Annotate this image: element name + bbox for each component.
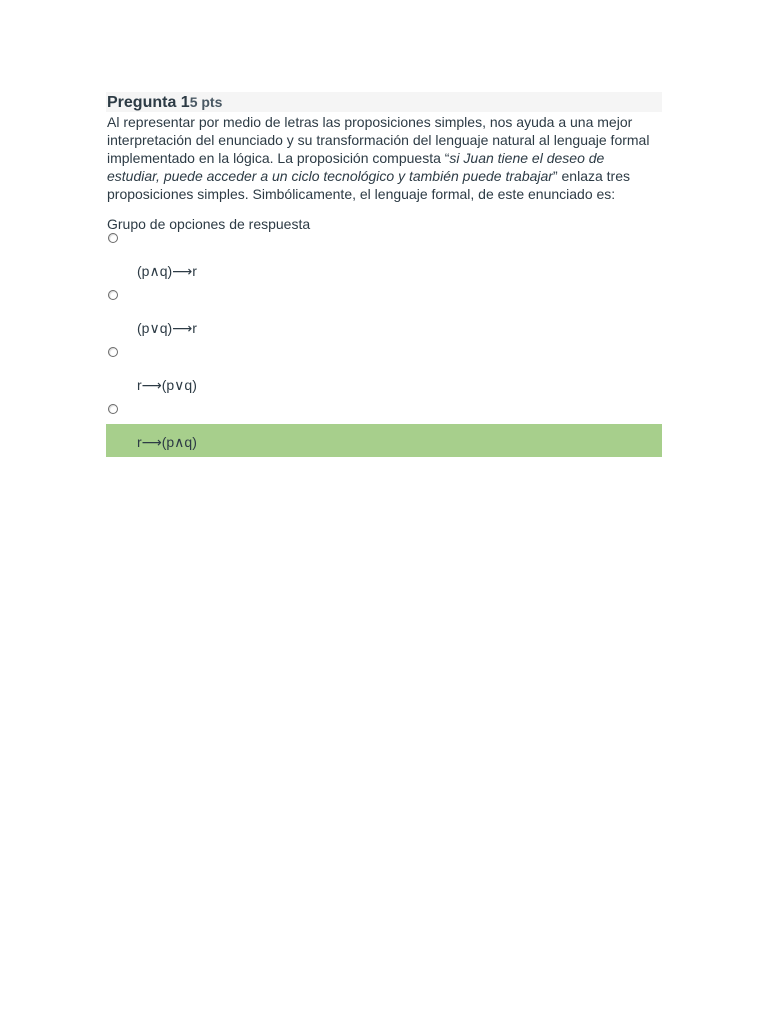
question-text-part2: ” enlaza tres proposiciones simples. Simbólicamente, el lenguaje formal, de este enunciado es: [107,168,631,202]
question-text-part1: Al representar por medio de letras las proposiciones simples, nos ayuda a una mejor interpretación del enunciado y su transformación del lenguaje natural al lenguaje formal implementado en la lógica. La proposición compuesta “ [107,114,650,166]
answer-label: r⟶(p∧q) [137,434,197,450]
question-block [106,92,662,461]
question-text-italic: si Juan tiene el deseo de estudiar, puede acceder a un ciclo tecnológico y también puede trabajar [107,150,605,184]
question-header [106,92,662,112]
answer-label: (p∧q)⟶r [137,263,197,279]
question-text [106,112,662,203]
radio-button[interactable] [108,290,118,300]
answer-option[interactable] [106,347,662,404]
radio-button[interactable] [108,233,118,243]
question-points: 5 pts [189,94,223,110]
answer-group-label: Grupo de opciones de respuesta [107,216,311,232]
question-title: Pregunta 1 [107,94,190,111]
answer-list [106,233,662,461]
answer-option[interactable] [106,290,662,347]
radio-button[interactable] [108,404,118,414]
answer-label: r⟶(p∨q) [137,377,197,393]
answer-option-correct[interactable] [106,404,662,461]
answer-label: (p∨q)⟶r [137,320,197,336]
answer-option[interactable] [106,233,662,290]
radio-button[interactable] [108,347,118,357]
